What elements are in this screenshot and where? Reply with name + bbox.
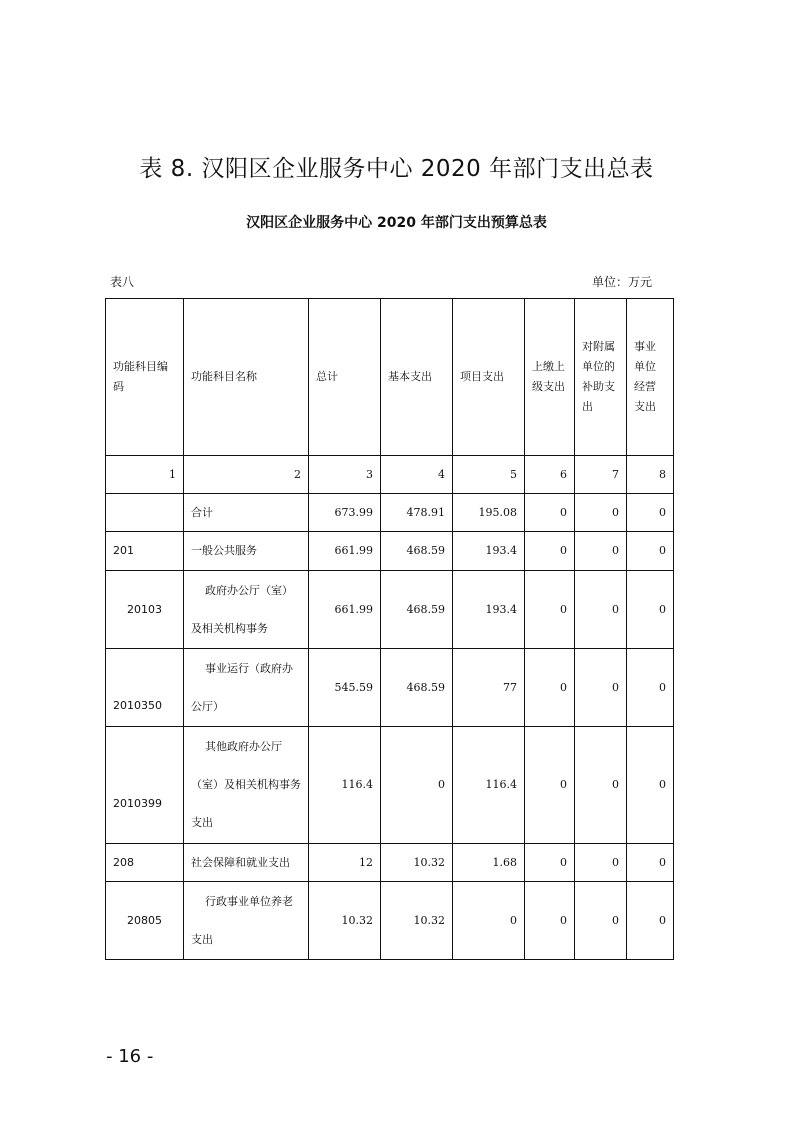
cell-total: 673.99 bbox=[309, 494, 381, 532]
cell-upper: 0 bbox=[525, 494, 575, 532]
index-cell: 4 bbox=[381, 456, 453, 494]
cell-basic: 468.59 bbox=[381, 571, 453, 649]
table-row bbox=[106, 571, 674, 649]
cell-basic: 468.59 bbox=[381, 532, 453, 571]
cell-basic: 468.59 bbox=[381, 649, 453, 727]
cell-name: 政府办公厅（室）及相关机构事务 bbox=[184, 571, 309, 649]
index-cell: 8 bbox=[627, 456, 674, 494]
index-row bbox=[106, 456, 674, 494]
col-header-business: 事业单位经营支出 bbox=[627, 299, 674, 456]
table-row bbox=[106, 882, 674, 960]
cell-name: 一般公共服务 bbox=[184, 532, 309, 571]
cell-upper: 0 bbox=[525, 882, 575, 960]
cell-business: 0 bbox=[627, 649, 674, 727]
cell-subsidy: 0 bbox=[575, 571, 627, 649]
cell-business: 0 bbox=[627, 882, 674, 960]
table-label: 表八 bbox=[110, 275, 135, 289]
cell-total: 12 bbox=[309, 844, 381, 882]
cell-total: 10.32 bbox=[309, 882, 381, 960]
col-header-name: 功能科目名称 bbox=[184, 299, 309, 456]
cell-code: 2010350 bbox=[106, 649, 184, 727]
col-header-upper: 上缴上级支出 bbox=[525, 299, 575, 456]
cell-business: 0 bbox=[627, 494, 674, 532]
cell-code: 201 bbox=[106, 532, 184, 571]
cell-upper: 0 bbox=[525, 571, 575, 649]
unit-label: 单位：万元 bbox=[591, 275, 652, 289]
cell-code: 208 bbox=[106, 844, 184, 882]
table-row bbox=[106, 844, 674, 882]
header-row bbox=[106, 299, 674, 456]
cell-code: 20805 bbox=[106, 882, 184, 960]
table-row bbox=[106, 649, 674, 727]
cell-subsidy: 0 bbox=[575, 882, 627, 960]
cell-total: 661.99 bbox=[309, 532, 381, 571]
page-number: - 16 - bbox=[106, 1046, 154, 1067]
cell-project: 193.4 bbox=[453, 571, 525, 649]
table-row bbox=[106, 494, 674, 532]
cell-name: 社会保障和就业支出 bbox=[184, 844, 309, 882]
index-cell: 5 bbox=[453, 456, 525, 494]
cell-basic: 10.32 bbox=[381, 882, 453, 960]
budget-table bbox=[105, 298, 674, 960]
cell-subsidy: 0 bbox=[575, 532, 627, 571]
cell-name: 事业运行（政府办公厅） bbox=[184, 649, 309, 727]
cell-basic: 0 bbox=[381, 727, 453, 844]
cell-project: 116.4 bbox=[453, 727, 525, 844]
cell-total: 116.4 bbox=[309, 727, 381, 844]
cell-project: 0 bbox=[453, 882, 525, 960]
table-row bbox=[106, 532, 674, 571]
cell-project: 77 bbox=[453, 649, 525, 727]
table-row bbox=[106, 727, 674, 844]
cell-business: 0 bbox=[627, 532, 674, 571]
cell-basic: 10.32 bbox=[381, 844, 453, 882]
cell-name: 合计 bbox=[184, 494, 309, 532]
cell-upper: 0 bbox=[525, 649, 575, 727]
col-header-project: 项目支出 bbox=[453, 299, 525, 456]
cell-business: 0 bbox=[627, 844, 674, 882]
index-cell: 7 bbox=[575, 456, 627, 494]
cell-business: 0 bbox=[627, 727, 674, 844]
cell-basic: 478.91 bbox=[381, 494, 453, 532]
cell-project: 1.68 bbox=[453, 844, 525, 882]
col-header-code: 功能科目编码 bbox=[106, 299, 184, 456]
cell-subsidy: 0 bbox=[575, 494, 627, 532]
cell-code: 20103 bbox=[106, 571, 184, 649]
col-header-basic: 基本支出 bbox=[381, 299, 453, 456]
cell-upper: 0 bbox=[525, 844, 575, 882]
table-title: 汉阳区企业服务中心 2020 年部门支出预算总表 bbox=[246, 215, 547, 231]
index-cell: 3 bbox=[309, 456, 381, 494]
cell-name: 其他政府办公厅（室）及相关机构事务支出 bbox=[184, 727, 309, 844]
cell-name: 行政事业单位养老支出 bbox=[184, 882, 309, 960]
cell-subsidy: 0 bbox=[575, 649, 627, 727]
page-title: 表 8. 汉阳区企业服务中心 2020 年部门支出总表 bbox=[139, 156, 654, 182]
cell-business: 0 bbox=[627, 571, 674, 649]
cell-project: 195.08 bbox=[453, 494, 525, 532]
cell-project: 193.4 bbox=[453, 532, 525, 571]
cell-total: 545.59 bbox=[309, 649, 381, 727]
cell-subsidy: 0 bbox=[575, 844, 627, 882]
index-cell: 1 bbox=[106, 456, 184, 494]
col-header-subsidy: 对附属单位的补助支出 bbox=[575, 299, 627, 456]
cell-upper: 0 bbox=[525, 532, 575, 571]
cell-subsidy: 0 bbox=[575, 727, 627, 844]
cell-total: 661.99 bbox=[309, 571, 381, 649]
cell-upper: 0 bbox=[525, 727, 575, 844]
col-header-total: 总计 bbox=[309, 299, 381, 456]
index-cell: 6 bbox=[525, 456, 575, 494]
index-cell: 2 bbox=[184, 456, 309, 494]
cell-code: 2010399 bbox=[106, 727, 184, 844]
cell-code bbox=[106, 494, 184, 532]
